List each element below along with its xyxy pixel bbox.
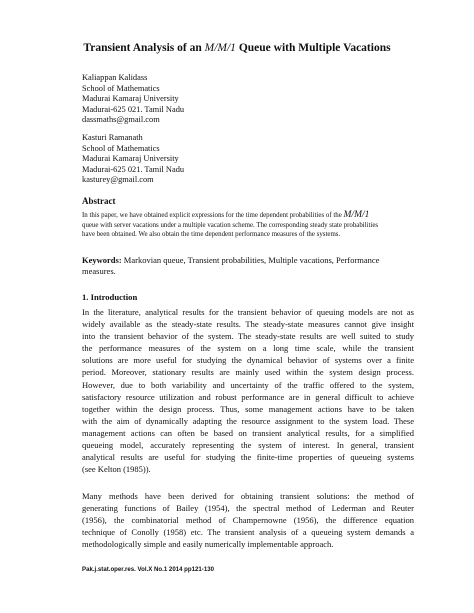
author-block-1 [82,73,184,126]
paragraph-line: analytical results are useful for studying the finite-time properties of queueing systems [82,452,414,463]
abstract-body [82,211,416,240]
author-department: School of Mathematics [82,83,160,93]
title-prefix: Transient Analysis of an [83,42,202,54]
paragraph-line: together within the design process. Thus, some management actions have to be taken [82,403,414,414]
author-name: Kasturi Ramanath [82,133,143,142]
title-suffix: Queue with Multiple Vacations [238,42,391,54]
abstract-line: queue with server vacations under a multiple vacation scheme. The corresponding steady state probabilities [82,221,379,229]
paragraph-line: generating functions of Bailey (1954), the spectral method of Lederman and Reuter [82,503,414,514]
paragraph-line: However, due to both variability and uncertainty of the traffic offered to the system, [82,379,414,390]
author-name: Kaliappan Kalidass [82,73,148,82]
keywords-text: Markovian queue, Transient probabilities, Multiple vacations, Performance [123,255,380,265]
keywords [82,255,414,277]
paragraph-line: satisfactory resource utilization and robust performance are in general difficult to achieve [82,391,414,402]
author-email: dassmaths@gmail.com [82,115,160,125]
author-address: Madurai-625 021. Tamil Nadu [82,164,185,174]
paragraph-line: solutions are more useful for studying the dynamical behavior of systems over a finite [82,355,414,366]
paragraph-line: Many methods have been derived for obtaining transient solutions: the method of [82,491,414,501]
paragraph-line: methodologically simple and easily numerically implementable approach. [82,539,334,550]
introduction-paragraph-1 [82,306,414,475]
paragraph-line: In the literature, analytical results for the transient behavior of queuing models are not as [82,307,414,317]
paragraph-line: queueing model, accurately representing the system of interest. In general, transient [82,440,414,451]
author-email: kasturey@gmail.com [82,175,154,185]
paragraph-line: (1956), the combinatorial method of Champernowne (1956), the difference equation [82,515,414,526]
keywords-label: Keywords: [82,255,122,265]
abstract-line-text: In this paper, we have obtained explicit expressions for the time dependent probabilities of the [82,212,342,219]
author-department: School of Mathematics [82,143,160,153]
paragraph-line: the performance measures of the system on a long time scale, while the transient [82,343,414,354]
paragraph-line: (see Kelton (1985)). [82,464,151,475]
author-block-2 [82,133,184,186]
abstract-heading: Abstract [82,196,116,206]
paragraph-line: management actions can often be based on transient analytical results, for a simplified [82,427,414,438]
author-university: Madurai Kamaraj University [82,154,179,164]
abstract-line: have been obtained. We also obtain the time dependent performance measures of the systems. [82,231,341,239]
keywords-line [82,255,414,266]
paragraph-line: widely available as the steady-state results. The steady-state measures cannot give insight [82,319,414,330]
abstract-model: M/M/1 [343,210,370,220]
journal-footer: Pak.j.stat.oper.res. Vol.X No.1 2014 pp121-130 [82,566,214,573]
introduction-paragraph-2 [82,490,414,550]
paragraph-line: into the transient behavior of the system. The steady-state results are well suited to study [82,331,414,342]
author-address: Madurai-625 021. Tamil Nadu [82,104,185,114]
paragraph-line: period. Moreover, stationary results are mainly used within the system design process. [82,367,414,378]
title-model: M/M/1 [204,42,236,54]
paragraph-line: with the aim of dynamically adapting the resource assignment to the system load. These [82,415,414,426]
paper-title [0,42,474,54]
author-university: Madurai Kamaraj University [82,94,179,104]
abstract-line [82,211,416,221]
keywords-line: measures. [82,266,116,276]
paragraph-line: technique of Conolly (1958) etc. The transient analysis of a queueing system demands a [82,527,414,538]
introduction-heading: 1. Introduction [82,292,138,302]
